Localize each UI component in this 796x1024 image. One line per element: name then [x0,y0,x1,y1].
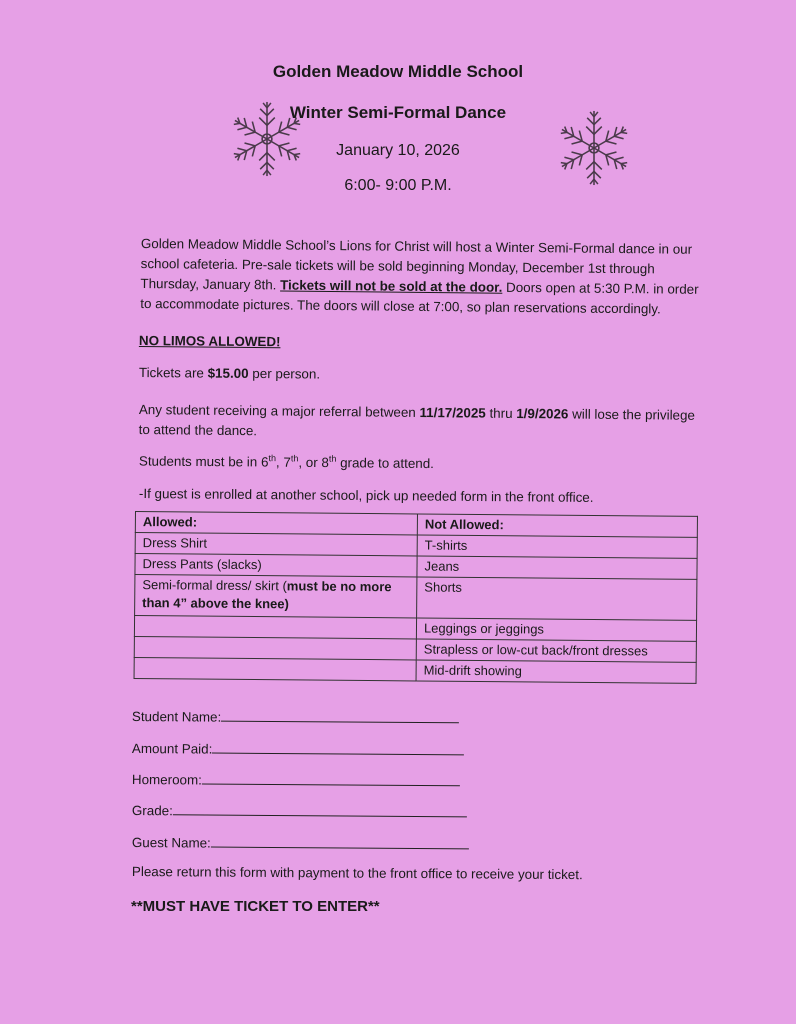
return-note: Please return this form with payment to the front office to receive your ticket. [131,864,583,883]
snowflake-right-icon [555,105,633,191]
intro-paragraph [140,234,711,320]
grade-field [132,800,467,820]
grade-label: Grade: [131,802,173,819]
guest-note: -If guest is enrolled at another school, pick up needed form in the front office. [138,486,594,505]
event-title: Winter Semi-Formal Dance [289,103,507,122]
allowed-cell [135,575,417,618]
grades-sup-3: th [328,453,337,464]
no-door-sales-text: Tickets will not be sold at the door. [280,277,503,295]
allowed-cell [134,657,416,680]
ticket-price: $15.00 [207,365,249,381]
not-allowed-cell: Shorts [417,577,697,620]
not-allowed-cell: Leggings or jeggings [416,618,696,641]
referral-suffix: will lose the privilege to attend the dance. [138,406,696,439]
grades-line [139,452,434,471]
dress-text: Semi-formal dress/ skirt ( [142,577,287,594]
table-row [135,575,697,621]
grades-text-2: , 7 [275,454,291,470]
dress-code-table [134,511,698,684]
no-limos-notice: NO LIMOS ALLOWED! [138,333,281,350]
allowed-cell [134,636,416,659]
not-allowed-cell: T-shirts [417,535,697,558]
student-name-field [132,706,459,726]
event-date: January 10, 2026 [336,142,460,159]
guest-name-field [132,832,469,852]
referral-end-date: 1/9/2026 [516,405,569,422]
dress-length-rule: must be no more than 4” above the knee) [142,578,392,612]
event-time: 6:00- 9:00 P.M. [344,177,452,194]
grades-sup-2: th [290,453,299,464]
allowed-cell: Dress Pants (slacks) [135,554,417,577]
intro-text-1: Golden Meadow Middle School’s Lions for Christ will host a Winter Semi-Formal dance in our school cafeteria. Pre-sale tickets will be sold beginning Monday, December 1st through Thursday, January 8th. [140,235,693,293]
student-name-blank[interactable] [221,707,459,724]
guest-name-label: Guest Name: [131,834,211,851]
not-allowed-cell: Strapless or low-cut back/front dresses [416,639,696,662]
school-name: Golden Meadow Middle School [272,62,524,81]
homeroom-field [132,769,460,789]
grades-text-1: Students must be in 6 [138,453,269,470]
amount-paid-label: Amount Paid: [131,740,213,757]
homeroom-label: Homeroom: [131,771,202,788]
allowed-header: Allowed: [135,512,417,535]
student-name-label: Student Name: [131,708,222,725]
not-allowed-cell: Mid-drift showing [416,660,696,683]
referral-paragraph [139,400,709,446]
referral-prefix: Any student receiving a major referral between [138,401,420,420]
grades-text-3: , or 8 [298,454,329,471]
table-row [134,657,696,683]
not-allowed-cell: Jeans [417,556,697,579]
ticket-price-line [139,365,320,382]
allowed-cell [134,616,416,639]
not-allowed-header: Not Allowed: [417,514,697,537]
homeroom-blank[interactable] [202,769,460,786]
amount-paid-field [132,738,465,758]
ticket-price-suffix: per person. [248,365,321,382]
allowed-cell: Dress Shirt [135,533,417,556]
ticket-price-prefix: Tickets are [138,365,208,381]
referral-mid: thru [485,405,517,421]
intro-text-2: Doors open at 5:30 P.M. in order to accommodate pictures. The doors will close at 7:00, so plan reservations accordingly. [140,279,699,317]
grade-blank[interactable] [173,800,467,817]
grades-sup-1: th [268,453,277,464]
referral-start-date: 11/17/2025 [419,404,486,421]
must-have-ticket-notice: **MUST HAVE TICKET TO ENTER** [131,898,380,915]
grades-text-4: grade to attend. [336,455,434,472]
snowflake-left-icon [228,97,306,181]
amount-paid-blank[interactable] [212,739,464,756]
guest-name-blank[interactable] [211,833,469,850]
